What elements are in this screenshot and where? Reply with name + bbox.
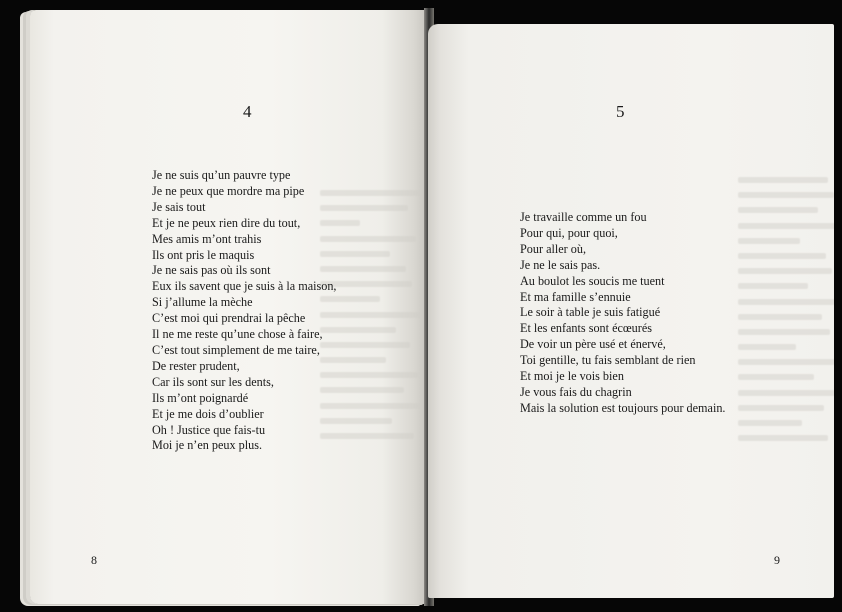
chapter-number: 5: [616, 102, 625, 121]
poem-line: Je sais tout: [152, 199, 206, 214]
poem-line: De voir un père usé et énervé,: [520, 337, 666, 352]
poem-line: Le soir à table je suis fatigué: [520, 305, 661, 320]
poem-line: Toi gentille, tu fais semblant de rien: [520, 353, 696, 368]
poem-line: Ils m’ont poignardé: [152, 390, 249, 405]
page-number: 9: [774, 553, 780, 567]
right-page: [428, 24, 834, 598]
poem-line: Je ne peux que mordre ma pipe: [152, 183, 305, 198]
poem-line: Et les enfants sont écœurés: [520, 321, 652, 336]
poem-line: Et ma famille s’ennuie: [520, 289, 631, 304]
poem-line: Moi je n’en peux plus.: [152, 438, 263, 453]
poem-line: Oh ! Justice que fais-tu: [152, 422, 266, 437]
poem-line: Et je me dois d’oublier: [152, 406, 264, 421]
poem-line: Je ne suis qu’un pauvre type: [152, 168, 291, 182]
poem: [152, 168, 336, 454]
poem-line: Je ne sais pas où ils sont: [152, 263, 271, 278]
poem-line: Je ne le sais pas.: [520, 257, 601, 272]
poem-line: C’est tout simplement de me taire,: [152, 342, 320, 357]
poem-line: Je vous fais du chagrin: [520, 384, 632, 399]
poem-line: Pour aller où,: [520, 241, 587, 256]
poem-line: C’est moi qui prendrai la pêche: [152, 311, 306, 326]
page-number: 8: [91, 553, 97, 567]
poem-line: Pour qui, pour quoi,: [520, 225, 618, 240]
poem-line: Eux ils savent que je suis à la maison,: [152, 279, 337, 294]
poem-line: Il ne me reste qu’une chose à faire,: [152, 327, 323, 342]
chapter-number: 4: [243, 102, 252, 121]
poem-line: Car ils sont sur les dents,: [152, 374, 274, 389]
poem-line: De rester prudent,: [152, 358, 240, 373]
poem-line: Au boulot les soucis me tuent: [520, 273, 665, 288]
poem-line: Je travaille comme un fou: [520, 210, 647, 224]
poem-line: Mais la solution est toujours pour demain.: [520, 400, 726, 415]
poem-line: Et je ne peux rien dire du tout,: [152, 215, 301, 230]
poem-line: Mes amis m’ont trahis: [152, 231, 262, 246]
poem-line: Ils ont pris le maquis: [152, 247, 255, 262]
show-through-text: [738, 172, 834, 445]
poem-line: Et moi je le vois bien: [520, 369, 624, 384]
poem: [520, 210, 725, 417]
poem-line: Si j’allume la mèche: [152, 295, 253, 310]
left-page: [30, 10, 430, 604]
